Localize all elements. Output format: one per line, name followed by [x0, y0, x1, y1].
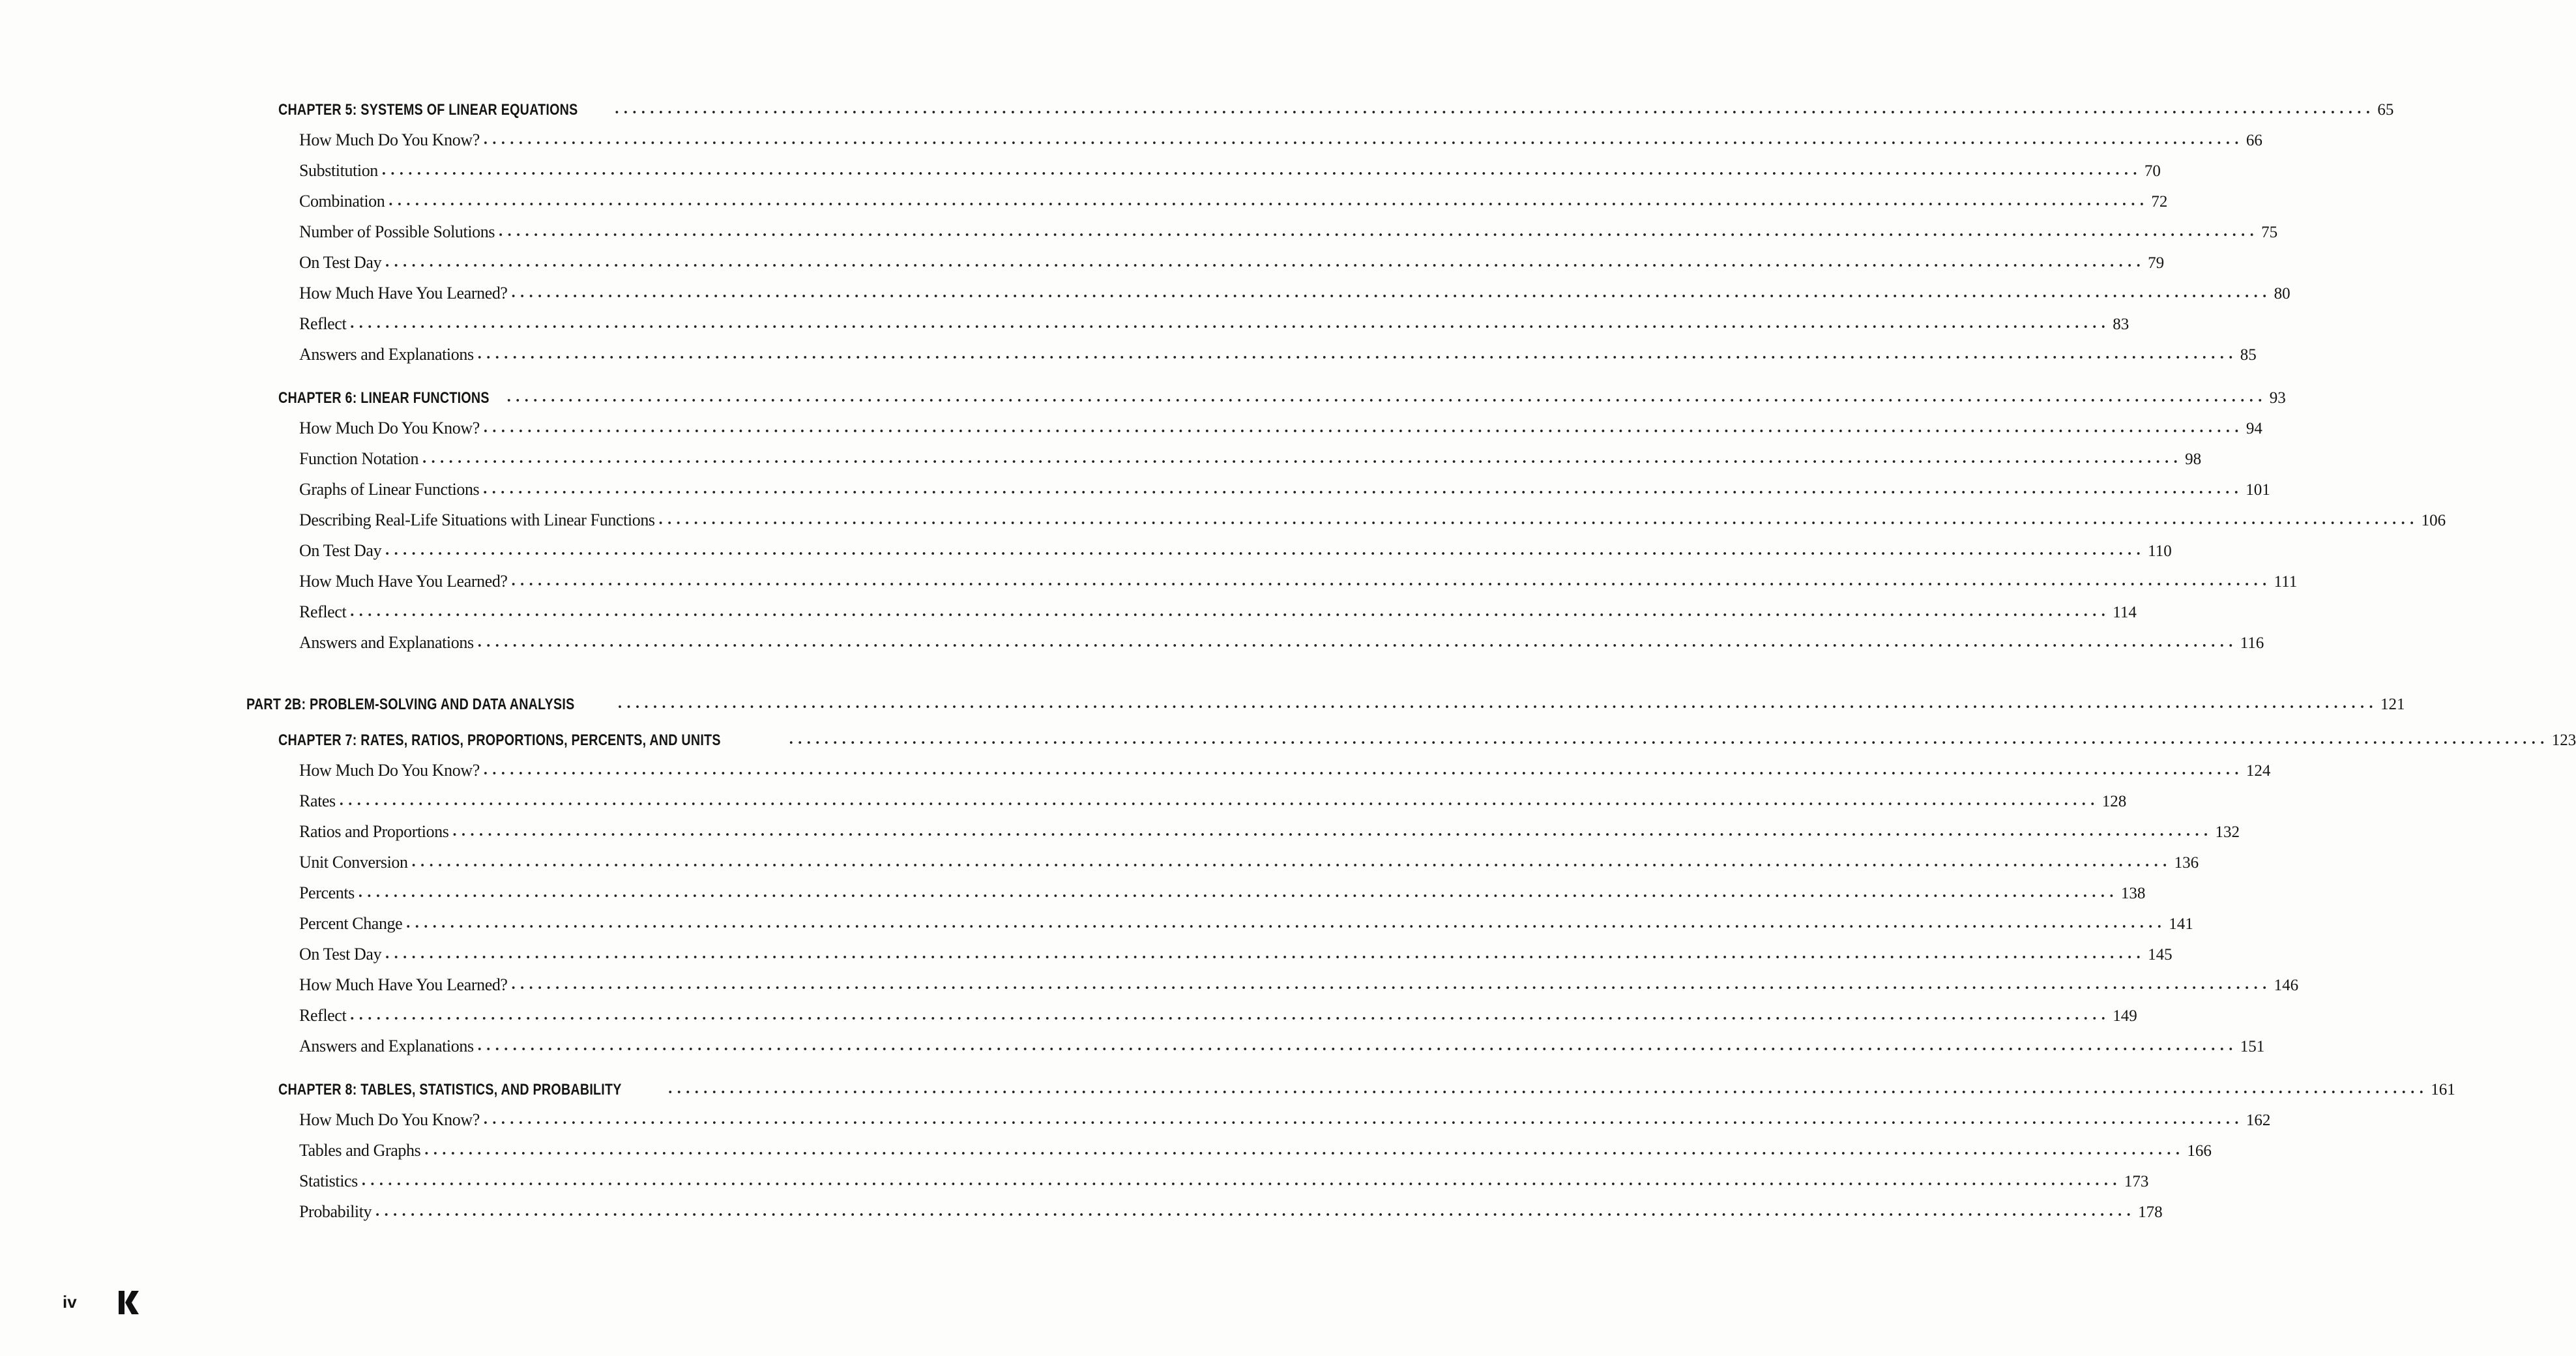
- entry-page-number: 101: [2246, 481, 2270, 499]
- entry-title: On Test Day: [299, 253, 382, 272]
- toc-item-entry: [0, 1025, 2265, 1056]
- entry-page-number: 66: [2246, 132, 2262, 149]
- entry-title: CHAPTER 5: SYSTEMS OF LINEAR EQUATIONS: [278, 101, 578, 119]
- entry-title: How Much Do You Know?: [299, 130, 480, 149]
- entry-title: CHAPTER 8: TABLES, STATISTICS, AND PROBABILITY: [278, 1081, 622, 1098]
- entry-title: Combination: [299, 192, 385, 211]
- entry-page-number: 138: [2120, 885, 2146, 902]
- entry-page-number: 110: [2148, 542, 2172, 560]
- toc-chapter-entry: [0, 89, 2394, 119]
- dot-leader: ........................................................................................................................................................................................................: [385, 254, 2146, 271]
- toc-item-entry: [0, 530, 2172, 561]
- toc-item-entry: [0, 211, 2278, 242]
- entry-page-number: 116: [2240, 634, 2264, 652]
- entry-page-number: 94: [2246, 420, 2262, 437]
- toc-item-entry: [0, 242, 2165, 273]
- dot-leader: ........................................................................................................................................................................................................: [483, 1111, 2244, 1128]
- toc-item-entry: [0, 780, 2127, 811]
- entry-page-number: 72: [2151, 193, 2168, 211]
- toc-item-entry: [0, 499, 2446, 530]
- entry-page-number: 178: [2138, 1203, 2163, 1221]
- dot-leader: ........................................................................................................................................................................................................: [339, 792, 2100, 809]
- entry-title: Describing Real-Life Situations with Linear Functions: [299, 510, 655, 529]
- dot-leader: ........................................................................................................................................................................................................: [483, 761, 2244, 778]
- entry-page-number: 93: [2269, 389, 2286, 407]
- toc-item-entry: [0, 591, 2137, 622]
- dot-leader: ........................................................................................................................................................................................................: [375, 1203, 2136, 1220]
- entry-title: Ratios and Proportions: [299, 822, 449, 841]
- dot-leader: ........................................................................................................................................................................................................: [499, 223, 2259, 240]
- kaplan-logo-icon: [117, 1290, 143, 1316]
- entry-page-number: 145: [2148, 946, 2173, 964]
- dot-leader: ........................................................................................................................................................................................................: [511, 284, 2272, 301]
- dot-leader: ........................................................................................................................................................................................................: [511, 572, 2272, 589]
- toc-chapter-entry: [0, 719, 2576, 750]
- dot-leader: ........................................................................................................................................................................................................: [477, 1037, 2238, 1054]
- entry-title: Function Notation: [299, 449, 419, 468]
- toc-item-entry: [0, 842, 2199, 872]
- entry-title: Probability: [299, 1202, 372, 1221]
- entry-page-number: 132: [2215, 823, 2240, 841]
- table-of-contents: [0, 89, 2576, 1222]
- dot-leader: ........................................................................................................................................................................................................: [506, 389, 2267, 405]
- entry-page-number: 106: [2421, 512, 2446, 529]
- entry-title: Reflect: [299, 602, 347, 621]
- toc-item-entry: [0, 438, 2202, 469]
- toc-item-entry: [0, 181, 2168, 211]
- dot-leader: ........................................................................................................................................................................................................: [358, 884, 2118, 901]
- dot-leader: ........................................................................................................................................................................................................: [388, 192, 2149, 209]
- entry-title: Unit Conversion: [299, 853, 408, 872]
- toc-item-entry: [0, 964, 2299, 995]
- toc-item-entry: [0, 1130, 2212, 1160]
- entry-title: Percents: [299, 883, 355, 902]
- entry-title: How Much Do You Know?: [299, 1110, 480, 1129]
- toc-item-entry: [0, 469, 2270, 499]
- dot-leader: ........................................................................................................................................................................................................: [483, 480, 2244, 497]
- toc-item-entry: [0, 303, 2130, 334]
- entry-title: Substitution: [299, 161, 378, 180]
- dot-leader: ........................................................................................................................................................................................................: [511, 976, 2272, 993]
- dot-leader: ........................................................................................................................................................................................................: [615, 100, 2375, 117]
- dot-leader: ........................................................................................................................................................................................................: [422, 450, 2183, 467]
- dot-leader: ........................................................................................................................................................................................................: [668, 1080, 2429, 1097]
- dot-leader: ........................................................................................................................................................................................................: [381, 162, 2142, 179]
- toc-item-entry: [0, 1099, 2271, 1130]
- entry-page-number: 85: [2240, 346, 2257, 364]
- toc-item-entry: [0, 934, 2173, 964]
- dot-leader: ........................................................................................................................................................................................................: [361, 1172, 2122, 1189]
- entry-title: Answers and Explanations: [299, 1037, 474, 1055]
- toc-item-entry: [0, 872, 2146, 903]
- toc-item-entry: [0, 750, 2271, 780]
- dot-leader: ........................................................................................................................................................................................................: [350, 603, 2111, 620]
- toc-chapter-entry: [0, 1069, 2455, 1099]
- toc-item-entry: [0, 903, 2193, 934]
- dot-leader: ........................................................................................................................................................................................................: [350, 1007, 2111, 1024]
- dot-leader: ........................................................................................................................................................................................................: [406, 915, 2167, 932]
- dot-leader: ........................................................................................................................................................................................................: [483, 419, 2244, 436]
- entry-title: Answers and Explanations: [299, 345, 474, 364]
- page-number: iv: [63, 1292, 77, 1312]
- dot-leader: ........................................................................................................................................................................................................: [385, 542, 2146, 559]
- entry-title: How Much Have You Learned?: [299, 284, 508, 302]
- toc-chapter-entry: [0, 377, 2286, 407]
- entry-page-number: 121: [2380, 696, 2405, 713]
- entry-page-number: 111: [2274, 573, 2298, 591]
- toc-item-entry: [0, 1191, 2163, 1222]
- entry-page-number: 141: [2169, 915, 2193, 933]
- entry-page-number: 173: [2124, 1173, 2149, 1190]
- entry-page-number: 79: [2148, 254, 2165, 272]
- toc-part-entry: [0, 683, 2405, 714]
- toc-item-entry: [0, 273, 2291, 303]
- entry-page-number: 162: [2246, 1112, 2271, 1129]
- toc-item-entry: [0, 1160, 2149, 1191]
- dot-leader: ........................................................................................................................................................................................................: [477, 634, 2238, 651]
- entry-page-number: 136: [2174, 854, 2199, 872]
- toc-item-entry: [0, 119, 2262, 150]
- toc-item-entry: [0, 622, 2264, 653]
- dot-leader: ........................................................................................................................................................................................................: [385, 945, 2146, 962]
- dot-leader: ........................................................................................................................................................................................................: [789, 731, 2549, 748]
- toc-item-entry: [0, 561, 2298, 591]
- dot-leader: ........................................................................................................................................................................................................: [452, 823, 2213, 840]
- entry-title: Number of Possible Solutions: [299, 222, 495, 241]
- dot-leader: ........................................................................................................................................................................................................: [483, 131, 2244, 148]
- entry-title: Answers and Explanations: [299, 633, 474, 652]
- entry-title: Reflect: [299, 314, 347, 333]
- entry-page-number: 124: [2246, 762, 2271, 780]
- dot-leader: ........................................................................................................................................................................................................: [424, 1142, 2185, 1158]
- entry-title: CHAPTER 7: RATES, RATIOS, PROPORTIONS, PERCENTS, AND UNITS: [278, 731, 721, 749]
- entry-title: On Test Day: [299, 945, 382, 964]
- entry-page-number: 83: [2113, 316, 2130, 333]
- entry-page-number: 80: [2274, 285, 2291, 302]
- toc-item-entry: [0, 407, 2262, 438]
- entry-page-number: 128: [2101, 793, 2127, 810]
- toc-item-entry: [0, 995, 2137, 1025]
- entry-page-number: 161: [2431, 1081, 2455, 1098]
- dot-leader: ........................................................................................................................................................................................................: [658, 511, 2419, 528]
- entry-page-number: 146: [2274, 977, 2299, 994]
- entry-title: How Much Do You Know?: [299, 761, 480, 780]
- entry-title: Graphs of Linear Functions: [299, 480, 480, 499]
- entry-title: Statistics: [299, 1172, 358, 1190]
- entry-title: How Much Do You Know?: [299, 419, 480, 437]
- entry-page-number: 65: [2377, 101, 2394, 119]
- entry-title: CHAPTER 6: LINEAR FUNCTIONS: [278, 389, 490, 407]
- entry-page-number: 75: [2261, 224, 2278, 241]
- entry-title: How Much Have You Learned?: [299, 975, 508, 994]
- entry-page-number: 123: [2551, 731, 2576, 749]
- entry-title: PART 2B: PROBLEM-SOLVING AND DATA ANALYSIS: [246, 696, 575, 713]
- entry-page-number: 70: [2144, 162, 2161, 180]
- toc-item-entry: [0, 811, 2240, 842]
- entry-page-number: 98: [2185, 450, 2202, 468]
- entry-page-number: 151: [2240, 1038, 2265, 1055]
- entry-title: Tables and Graphs: [299, 1141, 421, 1160]
- toc-item-entry: [0, 334, 2257, 364]
- dot-leader: ........................................................................................................................................................................................................: [617, 695, 2378, 712]
- toc-item-entry: [0, 150, 2161, 181]
- dot-leader: ........................................................................................................................................................................................................: [477, 346, 2238, 362]
- dot-leader: ........................................................................................................................................................................................................: [350, 315, 2111, 332]
- entry-title: Reflect: [299, 1006, 347, 1025]
- entry-page-number: 149: [2113, 1007, 2137, 1025]
- entry-page-number: 166: [2187, 1142, 2212, 1160]
- entry-title: How Much Have You Learned?: [299, 572, 508, 591]
- entry-title: Percent Change: [299, 914, 403, 933]
- entry-title: On Test Day: [299, 541, 382, 560]
- dot-leader: ........................................................................................................................................................................................................: [411, 853, 2172, 870]
- entry-page-number: 114: [2113, 604, 2137, 621]
- entry-title: Rates: [299, 791, 336, 810]
